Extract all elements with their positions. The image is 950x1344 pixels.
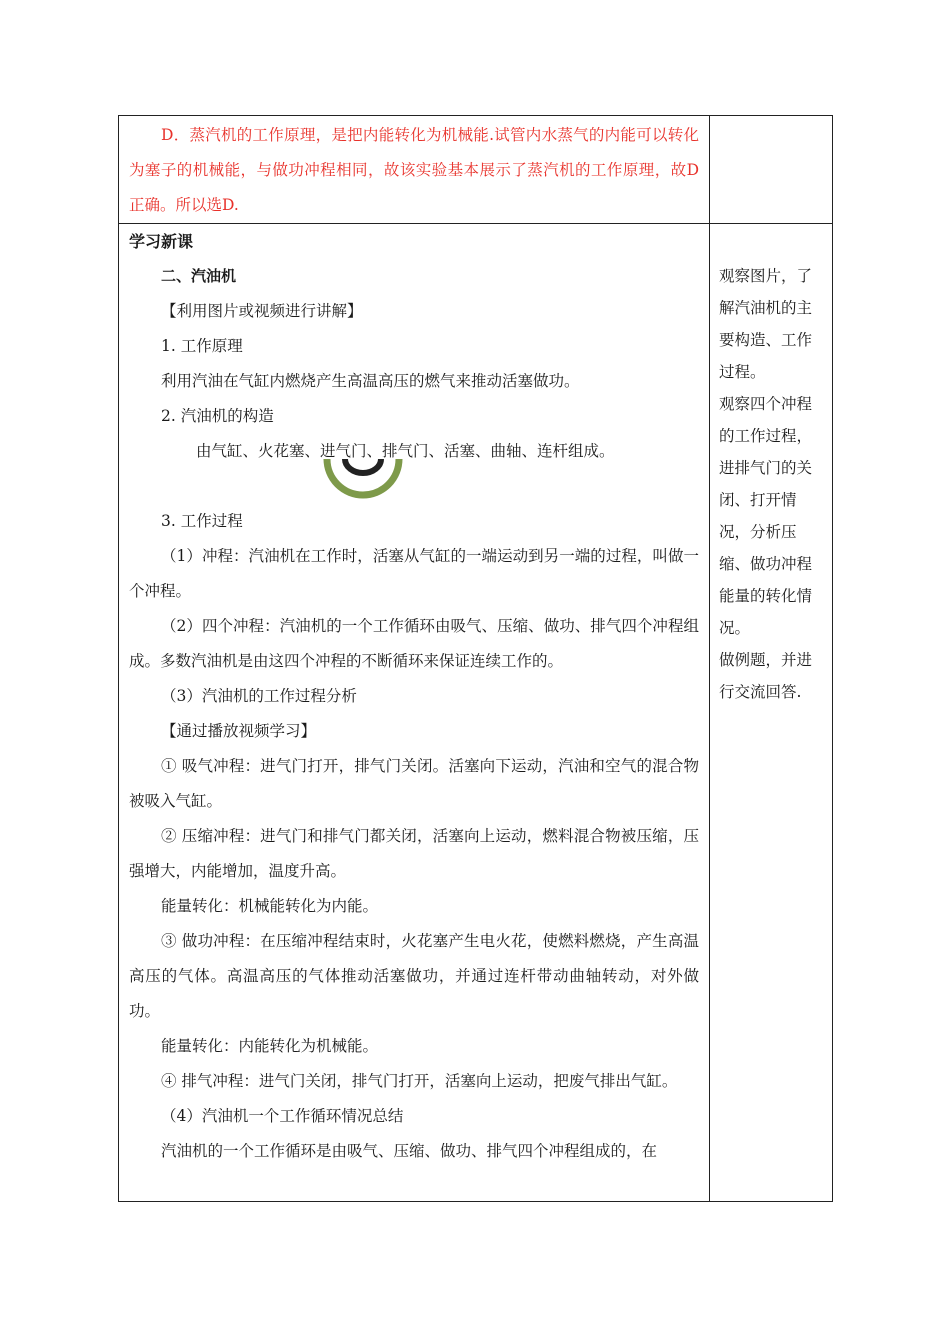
lesson-cell xyxy=(119,224,710,1202)
power-stroke-text: ③ 做功冲程：在压缩冲程结束时，火花塞产生电火花，使燃料燃烧，产生高温高压的气体。高温高压的气体推动活塞做功，并通过连杆带动曲轴转动，对外做功。 xyxy=(129,932,699,1020)
image-spacer xyxy=(119,469,709,504)
activity-example: 做例题，并进行交流回答. xyxy=(719,651,813,701)
video-note: 【通过播放视频学习】 xyxy=(161,722,317,740)
answer-cell xyxy=(119,116,710,224)
analysis-title: （3）汽油机的工作过程分析 xyxy=(161,687,357,705)
intake-stroke-text: ① 吸气冲程：进气门打开，排气门关闭。活塞向下运动，汽油和空气的混合物被吸入气缸。 xyxy=(129,757,699,810)
structure-title: 2. 汽油机的构造 xyxy=(161,407,274,425)
answer-side-cell xyxy=(710,116,833,224)
activity-observe-image: 观察图片，了解汽油机的主要构造、工作过程。 xyxy=(719,267,813,381)
exhaust-stroke-text: ④ 排气冲程：进气门关闭，排气门打开，活塞向上运动，把废气排出气缸。 xyxy=(161,1072,678,1090)
summary-title: （4）汽油机一个工作循环情况总结 xyxy=(161,1107,404,1125)
compression-stroke-text: ② 压缩冲程：进气门和排气门都关闭，活塞向上运动，燃料混合物被压缩，压强增大，内能增加，温度升高。 xyxy=(129,827,699,880)
compression-energy-text: 能量转化：机械能转化为内能。 xyxy=(161,897,379,915)
student-activity xyxy=(710,224,832,708)
lesson-row xyxy=(119,224,833,1202)
lesson-plan-table xyxy=(118,115,833,1202)
power-energy-text: 能量转化：内能转化为机械能。 xyxy=(161,1037,379,1055)
method-note: 【利用图片或视频进行讲解】 xyxy=(161,302,363,320)
summary-text: 汽油机的一个工作循环是由吸气、压缩、做功、排气四个冲程组成的，在 xyxy=(161,1142,658,1160)
lesson-heading: 学习新课 xyxy=(129,232,194,251)
answer-row xyxy=(119,116,833,224)
activity-observe-strokes: 观察四个冲程的工作过程，进排气门的关闭、打开情况，分析压缩、做功冲程能量的转化情况。 xyxy=(719,395,813,637)
structure-text: 由气缸、火花塞、进气门、排气门、活塞、曲轴、连杆组成。 xyxy=(196,442,615,460)
principle-text: 利用汽油在气缸内燃烧产生高温高压的燃气来推动活塞做功。 xyxy=(161,372,580,390)
stroke-definition: （1）冲程：汽油机在工作时，活塞从气缸的一端运动到另一端的过程，叫做一个冲程。 xyxy=(129,547,699,600)
four-strokes-text: （2）四个冲程：汽油机的一个工作循环由吸气、压缩、做功、排气四个冲程组成。多数汽油机是由这四个冲程的不断循环来保证连续工作的。 xyxy=(129,617,699,670)
answer-explanation: D．蒸汽机的工作原理，是把内能转化为机械能.试管内水蒸气的内能可以转化为塞子的机械能，与做功冲程相同，故该实验基本展示了蒸汽机的工作原理，故D正确。所以选D. xyxy=(129,126,699,214)
section-title: 二、汽油机 xyxy=(161,267,237,285)
process-title: 3. 工作过程 xyxy=(161,512,243,530)
principle-title: 1. 工作原理 xyxy=(161,337,243,355)
structure-row xyxy=(119,434,709,469)
student-activity-cell xyxy=(710,224,833,1202)
